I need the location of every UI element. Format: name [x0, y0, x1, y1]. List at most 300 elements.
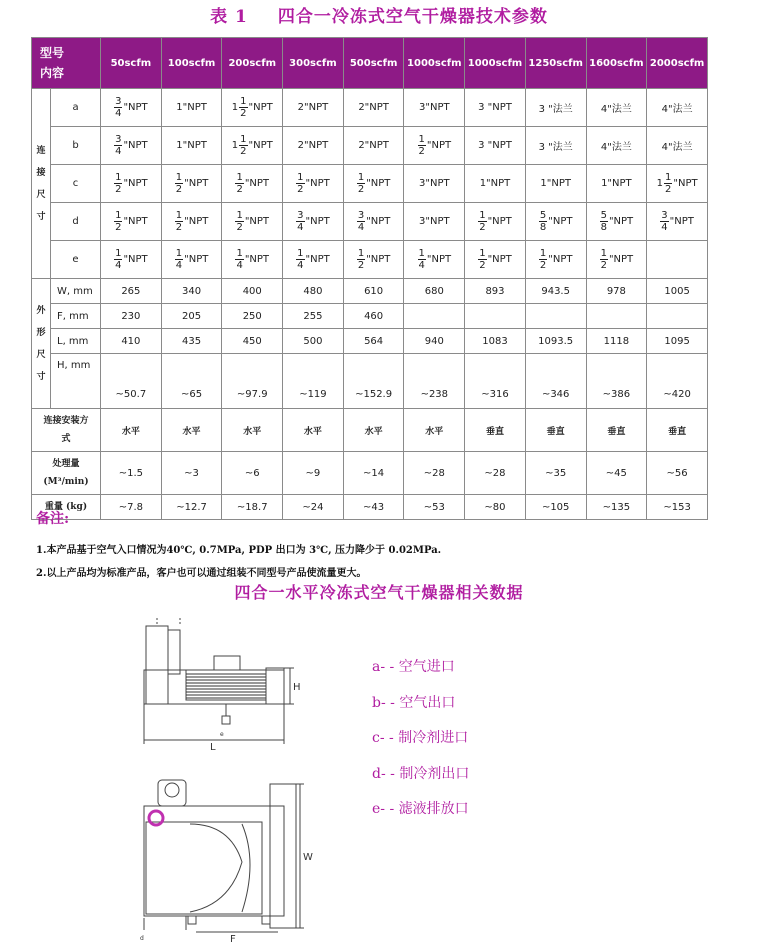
fraction-denominator: 4 — [175, 260, 183, 271]
fraction-numerator: 1 — [236, 172, 243, 183]
fraction-numerator: 1 — [175, 210, 183, 221]
table-cell: 2"NPT — [283, 89, 344, 127]
table-cell: 400 — [222, 279, 283, 304]
conn-group-label-char: 尺 — [36, 189, 46, 200]
fraction-value — [357, 210, 391, 233]
fraction-numerator: 3 — [115, 134, 122, 145]
fraction-unit: "NPT — [123, 254, 148, 265]
fraction-numerator: 1 — [539, 248, 547, 259]
table-cell: 4"法兰 — [586, 89, 647, 127]
table-cell: 450 — [222, 329, 283, 354]
table-cell — [222, 203, 283, 241]
table-cell: 水平 — [101, 409, 162, 452]
table-cell — [101, 241, 162, 279]
table-row — [32, 304, 708, 329]
table-cell: 1"NPT — [161, 89, 222, 127]
fraction-unit: "NPT — [184, 254, 209, 265]
table-cell: ~35 — [525, 452, 586, 495]
table-cell: ~9 — [283, 452, 344, 495]
dryer-drawing — [130, 612, 340, 942]
table-cell — [222, 241, 283, 279]
fraction-unit: "NPT — [123, 216, 148, 227]
fraction-denominator: 2 — [600, 260, 607, 271]
fraction-denominator: 2 — [240, 108, 247, 119]
table-cell — [343, 203, 404, 241]
fraction-value — [600, 248, 634, 271]
table-cell: ~7.8 — [101, 495, 162, 520]
table-cell: 垂直 — [465, 409, 526, 452]
fraction-value — [600, 210, 634, 233]
fraction-value — [114, 248, 148, 271]
table-title — [0, 2, 758, 27]
capacity-label-text: 处理量 — [52, 459, 80, 469]
fraction-denominator: 4 — [115, 146, 122, 157]
row-label: L, mm — [51, 329, 101, 354]
table-cell — [404, 127, 465, 165]
dim-group-label-char: 尺 — [36, 349, 46, 360]
table-cell: 230 — [101, 304, 162, 329]
table-cell: 垂直 — [586, 409, 647, 452]
table-cell: 2"NPT — [343, 89, 404, 127]
fraction-whole: 1 — [231, 102, 239, 113]
model-header: 1600scfm — [586, 38, 647, 89]
table-cell: ~152.9 — [343, 354, 404, 409]
fraction-denominator: 8 — [600, 222, 607, 233]
table-cell: 水平 — [222, 409, 283, 452]
fraction-unit: "NPT — [366, 216, 391, 227]
table-cell: 480 — [283, 279, 344, 304]
fraction-unit: "NPT — [248, 102, 273, 113]
table-cell: 680 — [404, 279, 465, 304]
table-cell: 1005 — [647, 279, 708, 304]
table-row-weight — [32, 495, 708, 520]
table-cell: 3 "NPT — [465, 127, 526, 165]
fraction-numerator: 1 — [357, 172, 365, 183]
table-cell: ~18.7 — [222, 495, 283, 520]
table-cell — [647, 203, 708, 241]
table-cell — [465, 203, 526, 241]
table-cell: ~1.5 — [101, 452, 162, 495]
fraction-value — [657, 172, 698, 195]
fraction-numerator: 1 — [236, 248, 243, 259]
top-view-body — [144, 670, 284, 704]
fraction-denominator: 2 — [236, 184, 243, 195]
conn-group-label-char: 接 — [36, 167, 46, 178]
fraction-numerator: 1 — [297, 248, 304, 259]
table-header-row — [32, 38, 708, 89]
fraction-value — [175, 172, 209, 195]
spec-table — [31, 37, 708, 520]
fraction-numerator: 5 — [539, 210, 547, 221]
table-cell: ~28 — [404, 452, 465, 495]
dim-group-label — [32, 279, 51, 409]
table-cell: ~97.9 — [222, 354, 283, 409]
table-cell: 1"NPT — [586, 165, 647, 203]
fraction-value — [235, 172, 269, 195]
table-cell: 1093.5 — [525, 329, 586, 354]
legend-item-a: a- - 空气进口 — [372, 659, 455, 675]
bottom-view-port — [158, 780, 186, 806]
table-cell: 205 — [161, 304, 222, 329]
fraction-numerator: 1 — [600, 248, 607, 259]
fraction-numerator: 1 — [175, 172, 183, 183]
fraction-denominator: 2 — [115, 222, 122, 233]
table-cell: 3"NPT — [404, 165, 465, 203]
table-cell — [283, 241, 344, 279]
dim-group-label-char: 外 — [36, 305, 46, 316]
table-cell: ~53 — [404, 495, 465, 520]
fraction-denominator: 2 — [479, 222, 486, 233]
table-cell: 940 — [404, 329, 465, 354]
note-line-1: 1.本产品基于空气入口情况为40℃, 0.7MPa, PDP 出口为 3℃, 压力降少于 0.02MPa. — [36, 545, 442, 556]
table-cell: 2"NPT — [343, 127, 404, 165]
fraction-value — [478, 210, 512, 233]
mount-label: 连接安装方式 — [32, 409, 101, 452]
drawing-label-d: d — [140, 935, 144, 942]
table-cell: 水平 — [343, 409, 404, 452]
legend-item-e: e- - 滤液排放口 — [372, 801, 469, 817]
table-cell — [525, 304, 586, 329]
table-row — [32, 241, 708, 279]
connection-legend — [372, 650, 469, 828]
table-cell — [283, 165, 344, 203]
table-cell: 255 — [283, 304, 344, 329]
model-header: 1250scfm — [525, 38, 586, 89]
table-cell — [586, 304, 647, 329]
fraction-numerator: 1 — [418, 134, 425, 145]
fraction-value — [296, 172, 330, 195]
table-cell: 3"NPT — [404, 203, 465, 241]
table-cell: ~50.7 — [101, 354, 162, 409]
table-cell: ~80 — [465, 495, 526, 520]
fraction-value — [357, 248, 391, 271]
conn-group-label-char: 连 — [36, 145, 46, 156]
table-cell — [586, 241, 647, 279]
table-row — [32, 203, 708, 241]
row-label: F, mm — [51, 304, 101, 329]
capacity-label — [32, 452, 101, 495]
table-cell: 4"法兰 — [647, 127, 708, 165]
table-cell: ~14 — [343, 452, 404, 495]
model-header: 2000scfm — [647, 38, 708, 89]
corner-line-1: 型号 — [40, 46, 65, 60]
table-cell — [525, 241, 586, 279]
fraction-denominator: 2 — [539, 260, 547, 271]
fraction-numerator: 1 — [297, 172, 304, 183]
fraction-unit: "NPT — [244, 254, 270, 265]
section2-title: 四合一水平冷冻式空气干燥器相关数据 — [234, 583, 524, 602]
row-label: d — [51, 203, 101, 241]
fraction-whole: 1 — [656, 178, 663, 189]
fraction-numerator: 3 — [297, 210, 304, 221]
table-cell — [465, 304, 526, 329]
table-cell — [161, 203, 222, 241]
table-cell: 4"法兰 — [647, 89, 708, 127]
table-cell — [283, 203, 344, 241]
table-row — [32, 127, 708, 165]
fraction-denominator: 2 — [418, 146, 425, 157]
table-row — [32, 329, 708, 354]
table-row — [32, 279, 708, 304]
fraction-denominator: 4 — [115, 108, 122, 119]
fraction-unit: "NPT — [244, 178, 270, 189]
table-cell — [222, 165, 283, 203]
fraction-unit: "NPT — [123, 140, 148, 151]
table-cell — [222, 89, 283, 127]
fraction-value — [418, 248, 452, 271]
fraction-value — [357, 172, 391, 195]
fraction-numerator: 1 — [357, 248, 365, 259]
fraction-unit: "NPT — [184, 216, 209, 227]
table-cell: 978 — [586, 279, 647, 304]
fraction-unit: "NPT — [366, 178, 391, 189]
model-header: 300scfm — [283, 38, 344, 89]
fraction-numerator: 1 — [236, 210, 243, 221]
table-cell — [161, 241, 222, 279]
table-cell: 500 — [283, 329, 344, 354]
fraction-value — [478, 248, 512, 271]
table-cell: ~56 — [647, 452, 708, 495]
table-row-mount — [32, 409, 708, 452]
table-row — [32, 165, 708, 203]
fraction-value — [114, 96, 148, 119]
fraction-unit: "NPT — [305, 254, 330, 265]
table-cell: 265 — [101, 279, 162, 304]
table-row — [32, 89, 708, 127]
fraction-value — [114, 134, 148, 157]
fraction-denominator: 4 — [297, 222, 304, 233]
table-cell: 水平 — [161, 409, 222, 452]
fraction-denominator: 2 — [357, 260, 365, 271]
fraction-unit: "NPT — [673, 178, 698, 189]
fraction-value — [235, 210, 269, 233]
table-cell: ~3 — [161, 452, 222, 495]
fraction-value — [539, 248, 573, 271]
fraction-numerator: 1 — [479, 210, 486, 221]
fraction-value — [296, 210, 330, 233]
table-cell: 943.5 — [525, 279, 586, 304]
fraction-denominator: 2 — [236, 222, 243, 233]
table-cell — [343, 241, 404, 279]
table-cell: ~43 — [343, 495, 404, 520]
fraction-denominator: 8 — [539, 222, 547, 233]
conn-group-label-char: 寸 — [36, 211, 46, 222]
table-cell: 410 — [101, 329, 162, 354]
fraction-denominator: 4 — [418, 260, 425, 271]
drawing-label-l: L — [210, 742, 216, 753]
table-cell: 垂直 — [525, 409, 586, 452]
fraction-denominator: 4 — [661, 222, 668, 233]
drawing-label-h: H — [293, 682, 301, 693]
fraction-unit: "NPT — [184, 178, 209, 189]
fraction-numerator: 1 — [175, 248, 183, 259]
fraction-value — [232, 134, 273, 157]
table-cell: ~6 — [222, 452, 283, 495]
fraction-denominator: 2 — [664, 184, 672, 195]
table-number: 表 1 — [210, 7, 248, 27]
fraction-value — [539, 210, 573, 233]
fraction-value — [114, 210, 148, 233]
bottom-view-outlet-ring — [149, 811, 163, 825]
model-header: 500scfm — [343, 38, 404, 89]
fraction-numerator: 1 — [115, 210, 122, 221]
weight-label: 重量 (kg) — [32, 495, 101, 520]
table-cell — [404, 241, 465, 279]
top-view-column — [146, 626, 168, 704]
fraction-value — [175, 210, 209, 233]
table-cell — [647, 241, 708, 279]
table-cell: ~28 — [465, 452, 526, 495]
table-cell: 340 — [161, 279, 222, 304]
table-cell — [101, 203, 162, 241]
fraction-numerator: 3 — [115, 96, 122, 107]
fraction-unit: "NPT — [366, 254, 391, 265]
table-row — [32, 354, 708, 409]
table-cell: 1083 — [465, 329, 526, 354]
table-cell — [647, 165, 708, 203]
fraction-value — [418, 134, 452, 157]
table-cell: 1"NPT — [465, 165, 526, 203]
table-cell: 2"NPT — [283, 127, 344, 165]
capacity-unit: (M³/min) — [43, 477, 89, 487]
drawing-label-f: F — [230, 934, 236, 942]
table-cell: 1118 — [586, 329, 647, 354]
model-header: 1000scfm — [465, 38, 526, 89]
table-cell: ~24 — [283, 495, 344, 520]
table-row-capacity — [32, 452, 708, 495]
fraction-whole: 1 — [231, 140, 239, 151]
legend-item-c: c- - 制冷剂进口 — [372, 730, 469, 746]
table-cell: 3 "法兰 — [525, 127, 586, 165]
fraction-value — [296, 248, 330, 271]
table-cell — [161, 165, 222, 203]
fraction-unit: "NPT — [305, 216, 330, 227]
drawing-label-e: e — [220, 731, 224, 738]
table-cell: 435 — [161, 329, 222, 354]
fraction-denominator: 2 — [175, 184, 183, 195]
fraction-numerator: 1 — [664, 172, 672, 183]
table-cell: 3 "NPT — [465, 89, 526, 127]
table-cell: ~65 — [161, 354, 222, 409]
table-cell — [343, 165, 404, 203]
table-cell: 3 "法兰 — [525, 89, 586, 127]
header-corner — [32, 38, 101, 89]
fraction-denominator: 2 — [357, 184, 365, 195]
model-header: 1000scfm — [404, 38, 465, 89]
table-cell: 垂直 — [647, 409, 708, 452]
table-cell: 3"NPT — [404, 89, 465, 127]
fraction-denominator: 2 — [479, 260, 486, 271]
table-cell: 1"NPT — [525, 165, 586, 203]
fraction-numerator: 1 — [479, 248, 486, 259]
table-cell: ~420 — [647, 354, 708, 409]
row-label: c — [51, 165, 101, 203]
table-cell: 1095 — [647, 329, 708, 354]
fraction-denominator: 2 — [297, 184, 304, 195]
table-cell: ~386 — [586, 354, 647, 409]
table-cell: ~316 — [465, 354, 526, 409]
table-cell: ~12.7 — [161, 495, 222, 520]
fraction-numerator: 1 — [240, 96, 247, 107]
row-label: a — [51, 89, 101, 127]
model-header: 50scfm — [101, 38, 162, 89]
fraction-denominator: 4 — [115, 260, 122, 271]
row-label: H, mm — [51, 354, 101, 409]
dim-group-label-char: 形 — [36, 327, 46, 338]
table-cell — [404, 304, 465, 329]
table-cell: 4"法兰 — [586, 127, 647, 165]
fraction-unit: "NPT — [608, 254, 634, 265]
dim-group-label-char: 寸 — [36, 371, 46, 382]
table-cell: 610 — [343, 279, 404, 304]
fraction-numerator: 3 — [357, 210, 365, 221]
fraction-unit: "NPT — [248, 140, 273, 151]
corner-line-2: 内容 — [40, 66, 65, 80]
table-cell: 893 — [465, 279, 526, 304]
fraction-unit: "NPT — [305, 178, 330, 189]
fraction-numerator: 1 — [418, 248, 425, 259]
fraction-unit: "NPT — [548, 254, 573, 265]
table-cell: 564 — [343, 329, 404, 354]
table-cell: ~153 — [647, 495, 708, 520]
fraction-denominator: 2 — [240, 146, 247, 157]
table-cell — [101, 127, 162, 165]
fraction-unit: "NPT — [487, 254, 512, 265]
fraction-value — [235, 248, 269, 271]
fraction-denominator: 4 — [236, 260, 243, 271]
table-cell: ~119 — [283, 354, 344, 409]
fraction-unit: "NPT — [548, 216, 573, 227]
model-header: 100scfm — [161, 38, 222, 89]
drawing-label-w: W — [303, 852, 313, 863]
table-cell: 水平 — [283, 409, 344, 452]
fraction-unit: "NPT — [123, 178, 148, 189]
conn-group-label — [32, 89, 51, 279]
row-label: e — [51, 241, 101, 279]
fraction-denominator: 4 — [297, 260, 304, 271]
note-line-2: 2.以上产品均为标准产品，客户也可以通过组装不同型号产品使流量更大。 — [36, 568, 367, 579]
table-cell: ~135 — [586, 495, 647, 520]
legend-item-b: b- - 空气出口 — [372, 694, 456, 711]
fraction-numerator: 1 — [115, 248, 122, 259]
table-cell — [222, 127, 283, 165]
legend-item-d: d- - 制冷剂出口 — [372, 765, 470, 782]
fraction-unit: "NPT — [426, 254, 452, 265]
fraction-unit: "NPT — [123, 102, 148, 113]
table-cell — [101, 89, 162, 127]
table-cell — [586, 203, 647, 241]
row-label: b — [51, 127, 101, 165]
fraction-unit: "NPT — [487, 216, 512, 227]
table-cell: ~45 — [586, 452, 647, 495]
model-header: 200scfm — [222, 38, 283, 89]
table-cell — [525, 203, 586, 241]
fraction-value — [232, 96, 273, 119]
table-cell: 1"NPT — [161, 127, 222, 165]
fraction-value — [660, 210, 694, 233]
table-cell — [101, 165, 162, 203]
table-cell: 460 — [343, 304, 404, 329]
fraction-numerator: 1 — [240, 134, 247, 145]
fraction-unit: "NPT — [244, 216, 270, 227]
table-cell — [647, 304, 708, 329]
table-cell — [465, 241, 526, 279]
fraction-value — [114, 172, 148, 195]
fraction-numerator: 3 — [661, 210, 668, 221]
row-label: W, mm — [51, 279, 101, 304]
table-cell: ~238 — [404, 354, 465, 409]
fraction-numerator: 5 — [600, 210, 607, 221]
